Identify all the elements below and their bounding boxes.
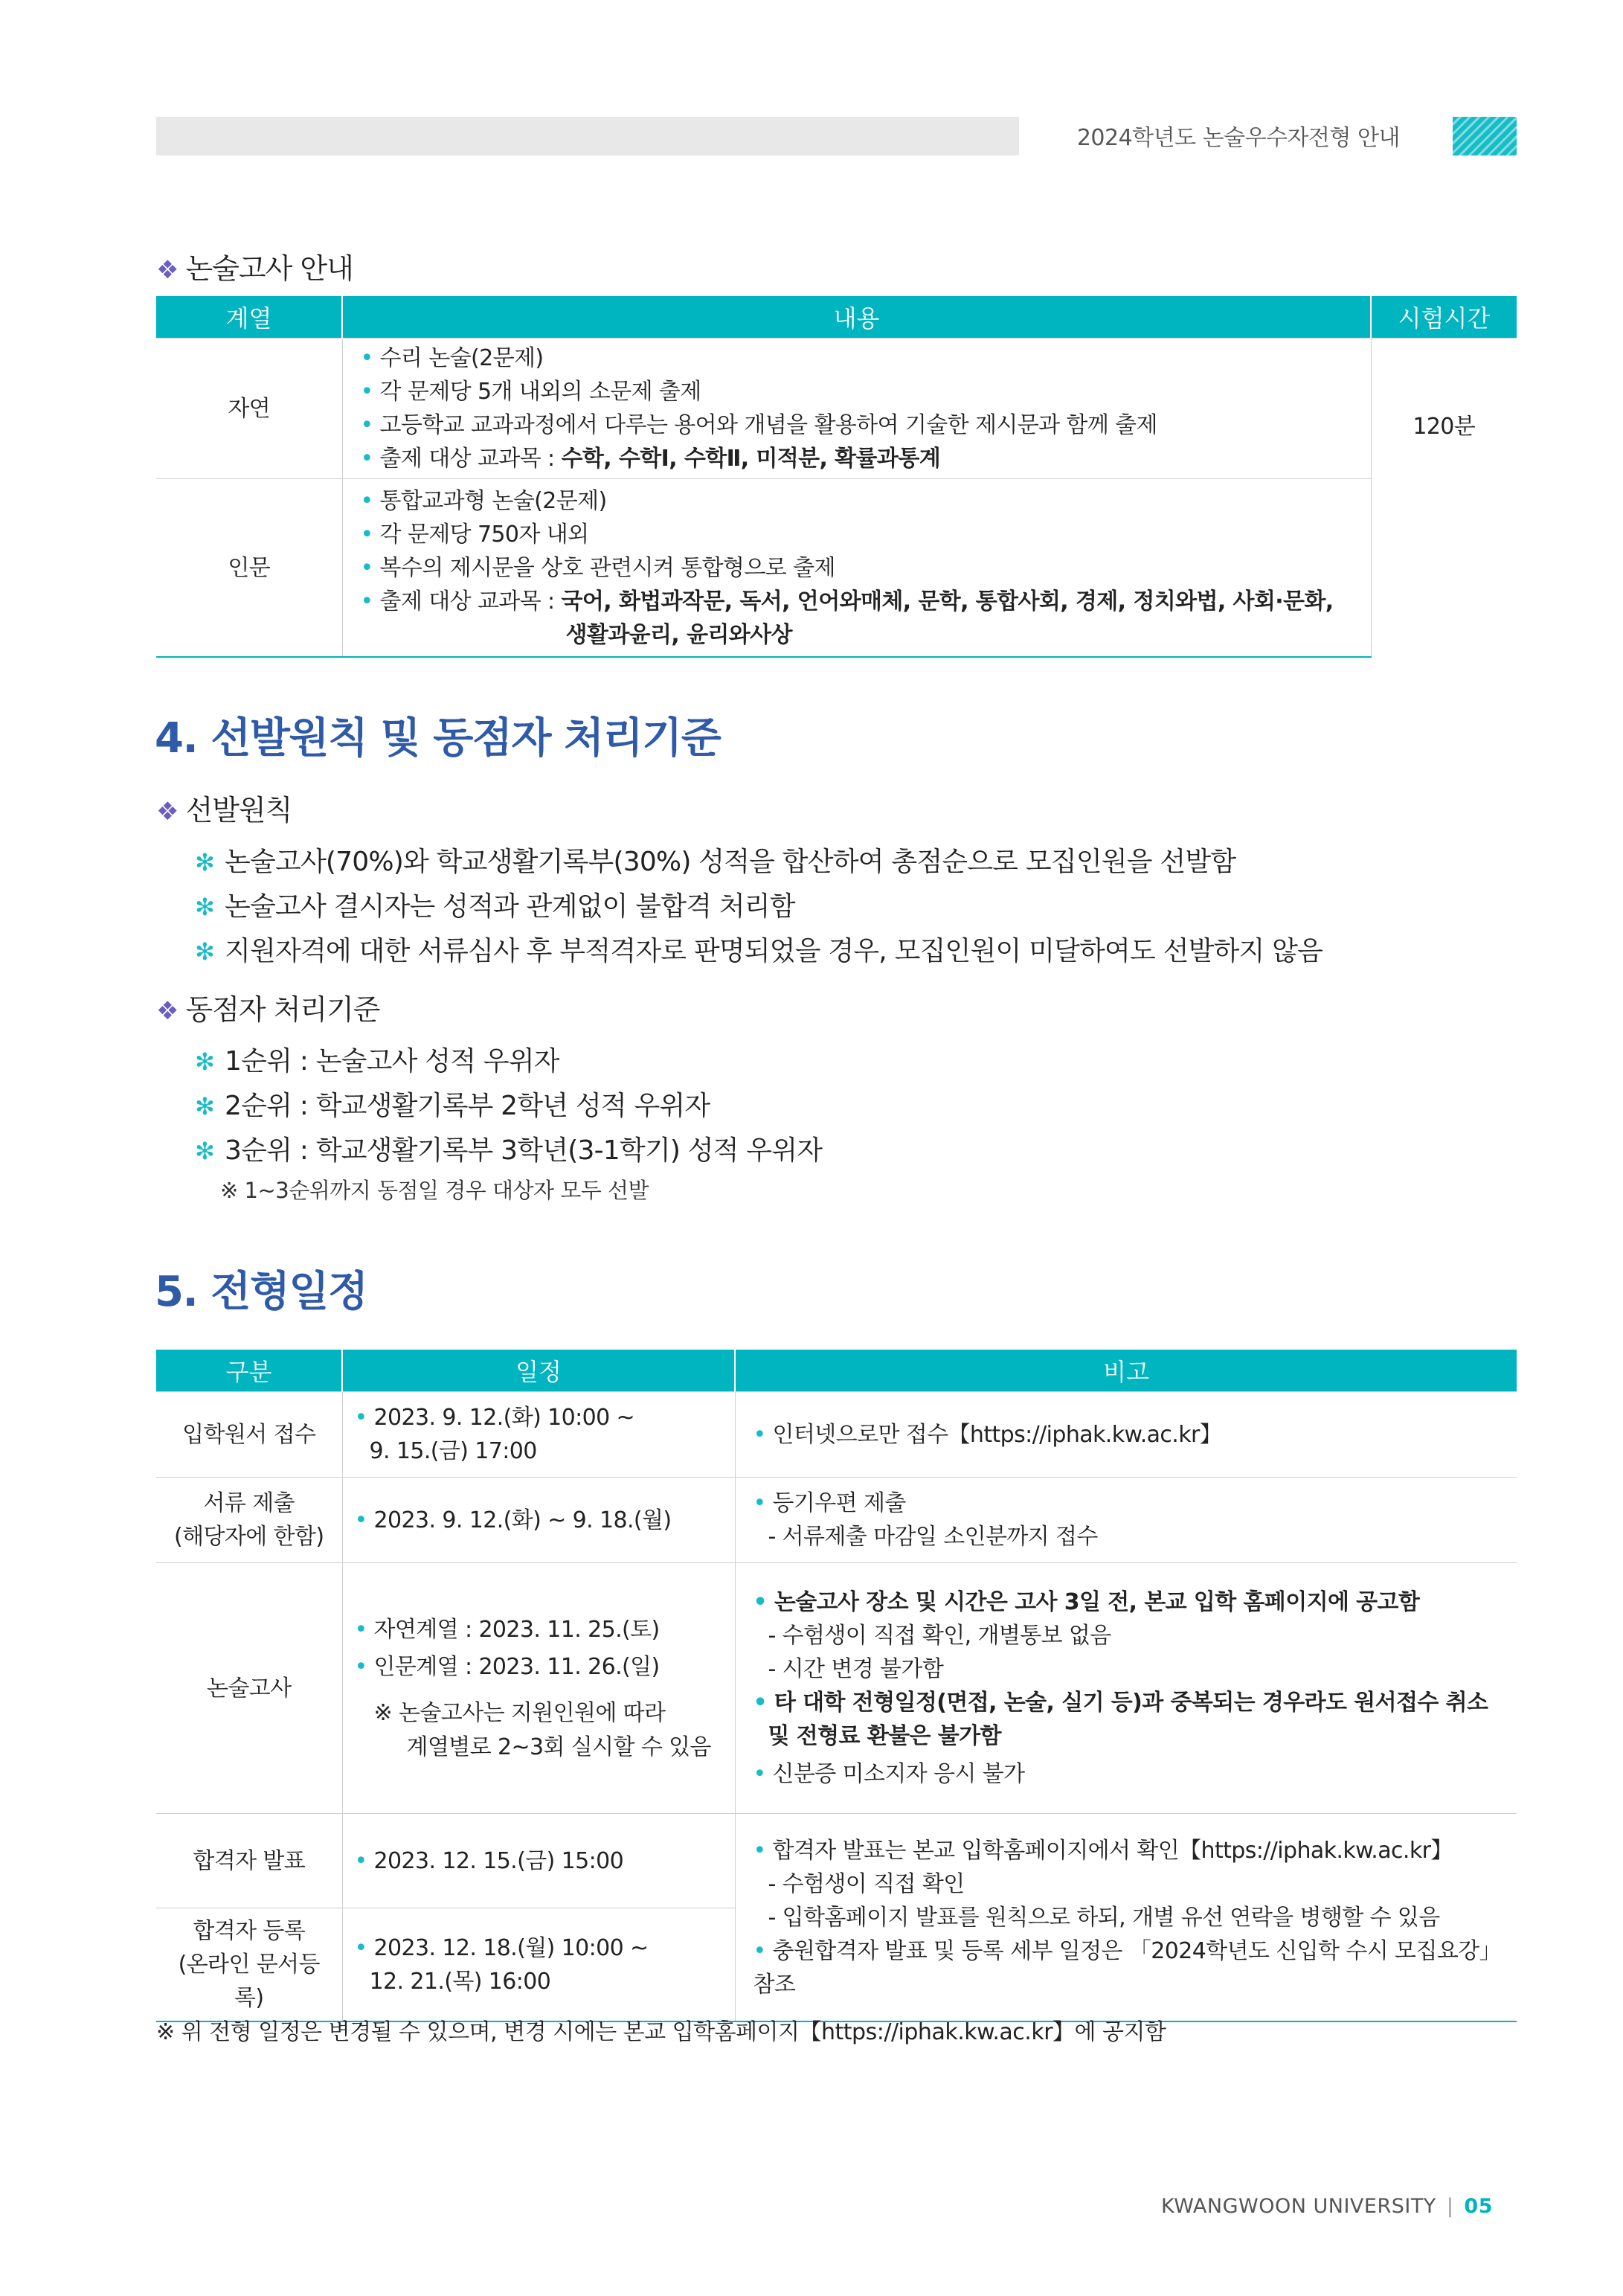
asterisk-icon: ✻ xyxy=(195,1137,215,1165)
asterisk-icon: ✻ xyxy=(195,1092,215,1120)
col-header-remarks: 비고 xyxy=(735,1350,1517,1392)
col-header-field: 계열 xyxy=(156,296,342,339)
list-item: ✻ 지원자격에 대한 서류심사 후 부적격자로 판명되었을 경우, 모집인원이 미달하여도 선발하지 않음 xyxy=(195,936,1323,966)
footer-separator: | xyxy=(1446,2195,1454,2218)
table-row xyxy=(156,479,1517,658)
diamond-bullet-icon: ❖ xyxy=(156,996,179,1026)
table-row xyxy=(156,1392,1517,1478)
section4-title: 4. 선발원칙 및 동점자 처리기준 xyxy=(155,714,721,763)
schedule-cell: • 2023. 9. 12.(화) 10:00 ~ 9. 15.(금) 17:00 xyxy=(342,1392,735,1478)
category-cell: 서류 제출 (해당자에 한함) xyxy=(156,1478,342,1563)
diamond-bullet-icon: ❖ xyxy=(156,255,179,285)
page-footer xyxy=(1161,2195,1493,2218)
tie-note: ※ 1~3순위까지 동점일 경우 대상자 모두 선발 xyxy=(220,1178,649,1203)
header-title: 2024학년도 논술우수자전형 안내 xyxy=(1076,125,1400,151)
schedule-cell: • 2023. 12. 15.(금) 15:00 xyxy=(342,1814,735,1908)
asterisk-icon: ✻ xyxy=(195,937,215,966)
col-header-time: 시험시간 xyxy=(1371,296,1517,339)
footer-university: KWANGWOON UNIVERSITY xyxy=(1160,2195,1436,2218)
category-cell: 합격자 등록 (온라인 문서등록) xyxy=(156,1908,342,2022)
page-number: 05 xyxy=(1464,2195,1493,2218)
list-item: ✻ 논술고사(70%)와 학교생활기록부(30%) 성적을 합산하여 총점순으로 모집인원을 선발함 xyxy=(195,847,1236,877)
list-item: ✻ 논술고사 결시자는 성적과 관계없이 불합격 처리함 xyxy=(195,891,795,922)
schedule-cell: • 2023. 12. 18.(월) 10:00 ~ 12. 21.(목) 16:00 xyxy=(342,1908,735,2022)
category-cell: 논술고사 xyxy=(156,1563,342,1814)
col-header-category: 구분 xyxy=(156,1350,342,1392)
field-cell: 인문 xyxy=(156,479,342,658)
header-decoration xyxy=(1453,117,1517,155)
remarks-cell: • 논술고사 장소 및 시간은 고사 3일 전, 본교 입학 홈페이지에 공고함 - 수험생이 직접 확인, 개별통보 없음 - 시간 변경 불가함 • 타 대학 전형일정(면접, 논술, 실기 등)과 중복되는 경우라도 원서접수 취소 및 전형료 환불은 불가함 • 신분증 미소지자 응시 불가 xyxy=(735,1563,1517,1814)
principle-heading: ❖ 선발원칙 xyxy=(156,794,292,827)
remarks-cell: • 합격자 발표는 본교 입학홈페이지에서 확인【https://iphak.kw.ac.kr】 - 수험생이 직접 확인 - 입학홈페이지 발표를 원칙으로 하되, 개별 유선 연락을 병행할 수 있음 • 충원합격자 발표 및 등록 세부 일정은 「2024학년도 신입학 수시 모집요강」 참조 xyxy=(735,1814,1517,2022)
category-cell: 입학원서 접수 xyxy=(156,1392,342,1478)
col-header-content: 내용 xyxy=(342,296,1371,339)
schedule-footnote: ※ 위 전형 일정은 변경될 수 있으며, 변경 시에는 본교 입학홈페이지【https://iphak.kw.ac.kr】에 공지함 xyxy=(156,2019,1166,2045)
time-cell: 120분 xyxy=(1371,339,1517,658)
remarks-cell: • 인터넷으로만 접수【https://iphak.kw.ac.kr】 xyxy=(735,1392,1517,1478)
schedule-cell: • 자연계열 : 2023. 11. 25.(토) • 인문계열 : 2023. 11. 26.(일) ※ 논술고사는 지원인원에 따라 계열별로 2~3회 실시할 수 있음 xyxy=(342,1563,735,1814)
content-cell: • 통합교과형 논술(2문제) • 각 문제당 750자 내외 • 복수의 제시문을 상호 관련시켜 통합형으로 출제 • 출제 대상 교과목 : 국어, 화법과작문, 독서, 언어와매체, 문학, 통합사회, 경제, 정치와법, 사회·문화, 생활과윤리, 윤리와사상 xyxy=(342,479,1371,658)
schedule-table xyxy=(156,1350,1517,2022)
list-item: ✻ 1순위 : 논술고사 성적 우위자 xyxy=(195,1046,559,1077)
content-cell: • 수리 논술(2문제) • 각 문제당 5개 내외의 소문제 출제 • 고등학교 교과과정에서 다루는 용어와 개념을 활용하여 기술한 제시문과 함께 출제 • 출제 대상 교과목 : 수학, 수학Ⅰ, 수학Ⅱ, 미적분, 확률과통계 xyxy=(342,339,1371,479)
col-header-schedule: 일정 xyxy=(342,1350,735,1392)
exam-guide-heading: ❖ 논술고사 안내 xyxy=(156,252,353,285)
list-item: ✻ 3순위 : 학교생활기록부 3학년(3-1학기) 성적 우위자 xyxy=(195,1135,823,1166)
field-cell: 자연 xyxy=(156,339,342,479)
tie-heading: ❖ 동점자 처리기준 xyxy=(156,993,380,1026)
schedule-cell: • 2023. 9. 12.(화) ~ 9. 18.(월) xyxy=(342,1478,735,1563)
asterisk-icon: ✻ xyxy=(195,893,215,921)
category-cell: 합격자 발표 xyxy=(156,1814,342,1908)
table-row xyxy=(156,1478,1517,1563)
asterisk-icon: ✻ xyxy=(195,1048,215,1076)
header-bar xyxy=(156,117,1019,155)
asterisk-icon: ✻ xyxy=(195,848,215,876)
table-row xyxy=(156,1563,1517,1814)
section5-title: 5. 전형일정 xyxy=(155,1268,367,1316)
table-row xyxy=(156,339,1517,479)
remarks-cell: • 등기우편 제출 - 서류제출 마감일 소인분까지 접수 xyxy=(735,1478,1517,1563)
exam-guide-table xyxy=(156,296,1517,658)
table-row xyxy=(156,1814,1517,1908)
list-item: ✻ 2순위 : 학교생활기록부 2학년 성적 우위자 xyxy=(195,1091,710,1121)
diamond-bullet-icon: ❖ xyxy=(156,797,179,827)
